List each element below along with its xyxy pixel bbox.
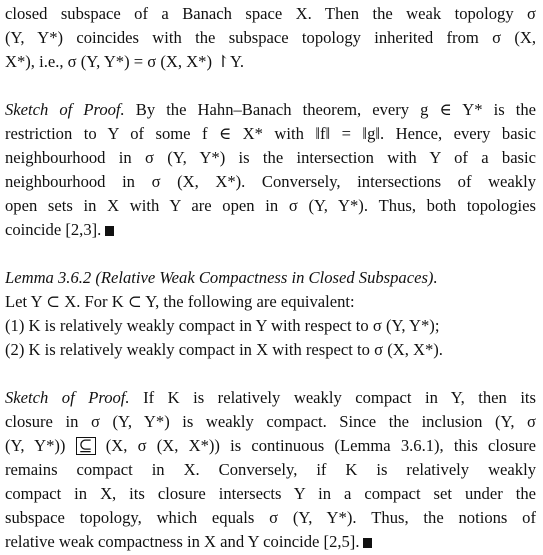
proof-1-line-3: neighbourhood in σ (Y, Y*) is the intersection with Y of a basic <box>5 148 536 167</box>
proof-2-line-5: compact in X, its closure intersects Y in a compact set under the <box>5 484 536 503</box>
proof-2-line-7 <box>5 530 536 554</box>
lemma-line-1: Let Y ⊂ X. For K ⊂ Y, the following are equivalent: <box>5 292 355 311</box>
proof-1-line-2: restriction to Y of some f ∈ X* with ‖f‖ = ‖g‖. Hence, every basic <box>5 124 536 143</box>
qed-square-icon <box>363 538 372 548</box>
proof-2-line-2: closure in σ (Y, Y*) is weakly compact. Since the inclusion (Y, σ <box>5 412 536 431</box>
proof-2-line-1-text: If K is relatively weakly compact in Y, then its <box>143 388 536 407</box>
proof-1-line-6-text: coincide [2,3]. <box>5 220 102 239</box>
proof-1-line-5: open sets in X with Y are open in σ (Y, Y*). Thus, both topologies <box>5 196 536 215</box>
proof-1-line-1-text: By the Hahn–Banach theorem, every g ∈ Y* is the <box>135 100 536 119</box>
proof-1-line-6 <box>5 218 536 242</box>
inclusion-symbol-box: ⊆ <box>76 437 96 455</box>
lemma-item-1: (1) K is relatively weakly compact in Y with respect to σ (Y, Y*); <box>5 316 440 335</box>
proof-2-line-1 <box>5 386 536 410</box>
lemma-item-2: (2) K is relatively weakly compact in X with respect to σ (X, X*). <box>5 340 443 359</box>
proof-2-line-6: subspace topology, which equals σ (Y, Y*). Thus, the notions of <box>5 508 536 527</box>
proof-2-line-3-end: (X, σ (X, X*)) is continuous (Lemma 3.6.1), this closure <box>105 436 536 455</box>
proof-1-line-4: neighbourhood in σ (X, X*). Conversely, intersections of weakly <box>5 172 536 191</box>
lemma-title: Lemma 3.6.2 (Relative Weak Compactness in Closed Subspaces). <box>5 268 438 287</box>
proof-2-label: Sketch of Proof. <box>5 388 130 407</box>
proof-2-line-4: remains compact in X. Conversely, if K is relatively weakly <box>5 460 536 479</box>
paragraph-1-line-1: closed subspace of a Banach space X. Then the weak topology σ <box>5 4 536 23</box>
qed-square-icon <box>105 226 114 236</box>
paragraph-1-line-2: (Y, Y*) coincides with the subspace topology inherited from σ (X, <box>5 28 536 47</box>
proof-2-line-3-start: (Y, Y*)) <box>5 436 66 455</box>
proof-1-label: Sketch of Proof. <box>5 100 125 119</box>
proof-1-line-1 <box>5 98 536 122</box>
paragraph-1-line-3: X*), i.e., σ (Y, Y*) = σ (X, X*) ↾Y. <box>5 52 245 71</box>
proof-2-line-7-text: relative weak compactness in X and Y coincide [2,5]. <box>5 532 360 551</box>
proof-2-line-3 <box>5 434 536 458</box>
